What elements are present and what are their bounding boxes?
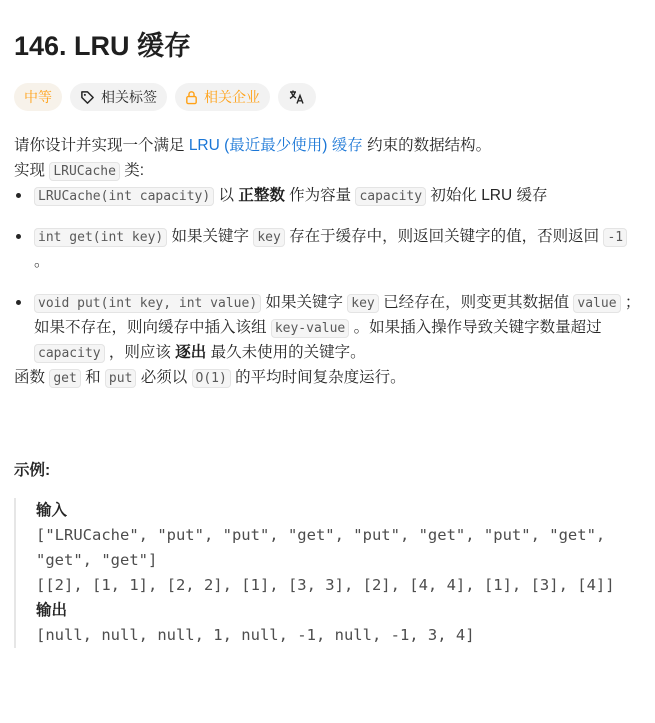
bold-text: 正整数	[238, 187, 285, 204]
intro-text-end: 约束的数据结构。	[362, 137, 492, 154]
inline-code: capacity	[355, 187, 426, 206]
list-text: ；如果不存在，则向缓存中插入该组	[34, 294, 641, 336]
list-text: 最久未使用的关键字。	[206, 344, 366, 361]
lock-icon	[185, 90, 198, 105]
list-item-get	[14, 224, 642, 274]
translate-icon	[288, 89, 306, 105]
example-block	[14, 498, 642, 648]
lru-cache-link[interactable]: LRU (最近最少使用) 缓存	[188, 137, 363, 154]
problem-title: 146. LRU 缓存	[14, 31, 192, 61]
list-item-constructor	[14, 183, 642, 208]
inline-code: LRUCache	[49, 162, 120, 181]
inline-code: int get(int key)	[34, 228, 167, 247]
intro-text: 请你设计并实现一个满足	[14, 137, 189, 154]
bold-text: 逐出	[175, 344, 207, 361]
inline-code: O(1)	[192, 369, 231, 388]
input-operations: ["LRUCache", "put", "put", "get", "put", "get", "put", "get", "get", "get"]	[36, 526, 615, 569]
tag-icon	[80, 90, 95, 105]
list-text: 。如果插入操作导致关键字数量超过	[349, 319, 602, 336]
difficulty-label: 中等	[24, 89, 52, 105]
list-text: 已经存在，则变更其数据值	[378, 294, 574, 311]
example-title: 示例:	[14, 462, 51, 479]
implement-text-end: 类:	[119, 162, 145, 179]
translate-button[interactable]	[278, 83, 316, 111]
related-tags-button[interactable]	[70, 83, 167, 111]
implement-text: 实现	[14, 162, 50, 179]
problem-description	[14, 133, 642, 390]
inline-code: -1	[603, 228, 627, 247]
complexity-text: 的平均时间复杂度运行。	[230, 369, 406, 386]
method-list	[14, 183, 642, 365]
related-companies-label: 相关企业	[204, 89, 260, 105]
inline-code: void put(int key, int value)	[34, 294, 261, 313]
inline-code: put	[105, 369, 136, 388]
list-text: 以	[214, 187, 239, 204]
complexity-line	[14, 365, 642, 390]
inline-code: LRUCache(int capacity)	[34, 187, 214, 206]
tag-row	[14, 83, 642, 111]
list-text: 如果关键字	[167, 228, 254, 245]
inline-code: key-value	[271, 319, 349, 338]
list-text: 存在于缓存中，则返回关键字的值，否则返回	[284, 228, 604, 245]
problem-panel	[14, 24, 642, 648]
complexity-text: 必须以	[136, 369, 192, 386]
complexity-text: 和	[80, 369, 105, 386]
output-value: [null, null, null, 1, null, -1, null, -1, 3, 4]	[36, 626, 475, 644]
complexity-text: 函数	[14, 369, 50, 386]
inline-code: key	[253, 228, 284, 247]
list-text: ，则应该	[104, 344, 176, 361]
intro-line	[14, 133, 642, 158]
list-text: 。	[34, 253, 50, 270]
list-text: 如果关键字	[261, 294, 348, 311]
difficulty-badge	[14, 83, 62, 111]
inline-code: key	[347, 294, 378, 313]
inline-code: get	[49, 369, 80, 388]
input-label: 输入	[36, 502, 68, 519]
output-label: 输出	[36, 602, 68, 619]
list-text: 作为容量	[284, 187, 356, 204]
input-arguments: [[2], [1, 1], [2, 2], [1], [3, 3], [2], [4, 4], [1], [3], [4]]	[36, 576, 615, 594]
list-item-put	[14, 290, 642, 365]
related-tags-label: 相关标签	[101, 89, 157, 105]
implement-line	[14, 158, 642, 183]
related-companies-button[interactable]	[175, 83, 270, 111]
list-text: 初始化 LRU 缓存	[426, 187, 548, 204]
inline-code: value	[573, 294, 620, 313]
inline-code: capacity	[34, 344, 105, 363]
